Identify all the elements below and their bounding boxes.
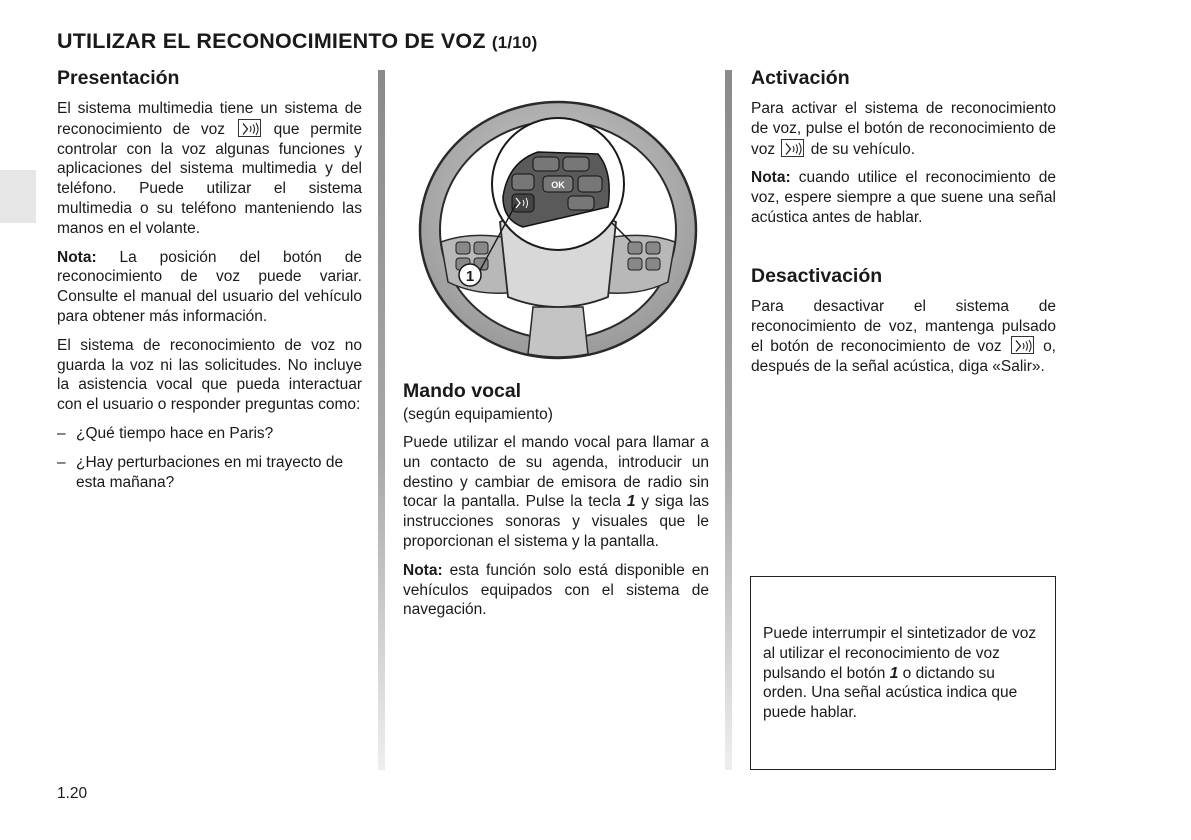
column-divider [378,70,385,770]
activacion-paragraph [751,99,1056,159]
paragraph-text: Puede utilizar el mando vocal para llamar a un contacto de su agenda, introducir un destino y cambiar de emisora de radio sin tocar la pantalla. Pulse la tecla [403,434,709,511]
presentacion-paragraph [57,99,362,239]
note-label: Nota: [751,169,791,187]
page-title-text: UTILIZAR EL RECONOCIMIENTO DE VOZ [57,29,486,53]
presentacion-note [57,248,362,327]
note-label: Nota: [403,561,443,579]
paragraph-text: Puede interrumpir el sintetizador de voz al utilizar el reconocimiento de voz pulsando el botón [763,625,1037,682]
presentacion-section [57,67,362,501]
paragraph-text: o, después de la señal acústica, diga «Salir». [751,338,1056,376]
list-item-text: ¿Hay perturbaciones en mi trayecto de esta mañana? [76,453,344,491]
note-label: Nota: [57,248,97,266]
mando-subnote: (según equipamiento) [403,406,553,423]
key-reference: 1 [626,493,636,511]
page-number: 1.20 [57,785,88,802]
chapter-tab [0,170,36,223]
list-item-text: ¿Qué tiempo hace en Paris? [76,424,274,442]
callout-number: 1 [465,268,475,285]
note-text: cuando utilice el reconocimiento de voz, espere siempre a que suene una señal acústica antes de hablar. [751,169,1057,226]
voice-recognition-icon [1011,336,1034,354]
list-item [57,424,362,444]
ok-button-label: OK [551,180,565,190]
presentacion-paragraph: El sistema de reconocimiento de voz no guarda la voz ni las solicitudes. No incluye la asistencia vocal que pueda interactuar con el usuario o responder preguntas como: [57,336,362,414]
mando-note [403,561,709,620]
desactivacion-paragraph [751,297,1056,377]
paragraph-text: y siga las instrucciones sonoras y visuales que le proporcionan el sistema y la pantalla. [403,493,709,550]
voice-button [512,194,534,212]
paragraph-text: que permite controlar con la voz algunas funciones y aplicaciones del sistema multimedia y del teléfono. Puede utilizar el sistema multimedia o su teléfono manteniendo las manos en el volante. [57,120,362,237]
paragraph-text: o dictando su orden. Una señal acústica indica que puede hablar. [763,664,1018,722]
paragraph-text: Para activar el sistema de reconocimiento de voz, pulse el botón de reconocimiento de voz [751,100,1056,158]
page-title-part: (1/10) [491,33,538,52]
dash-marker: – [57,453,66,471]
activacion-note [751,168,1056,227]
mando-vocal-section [403,380,709,629]
paragraph-text: Para desactivar el sistema de reconocimiento de voz, mantenga pulsado el botón de reconocimiento de voz [751,297,1056,356]
paragraph-text: de su vehículo. [810,140,916,158]
note-text: esta función solo está disponible en vehículos equipados con el sistema de navegación. [403,561,709,619]
key-reference: 1 [889,664,899,682]
steering-wheel-illustration [408,92,708,362]
info-box [750,576,1056,770]
voice-recognition-icon [781,139,804,157]
dash-marker: – [57,424,66,442]
page-title [57,29,537,54]
note-text: La posición del botón de reconocimiento de voz puede variar. Consulte el manual del usuario del vehículo para obtener más información. [57,248,362,325]
voice-recognition-icon [238,119,261,137]
presentacion-heading: Presentación [57,67,180,89]
column-divider [725,70,732,770]
activacion-section [751,67,1056,386]
info-box-text [763,624,1043,723]
desactivacion-heading: Desactivación [751,264,883,287]
list-item [57,453,362,493]
paragraph-text: El sistema multimedia tiene un sistema de reconocimiento de voz [57,100,362,138]
mando-paragraph [403,433,709,552]
mando-heading: Mando vocal [403,380,522,402]
activacion-heading: Activación [751,67,850,89]
